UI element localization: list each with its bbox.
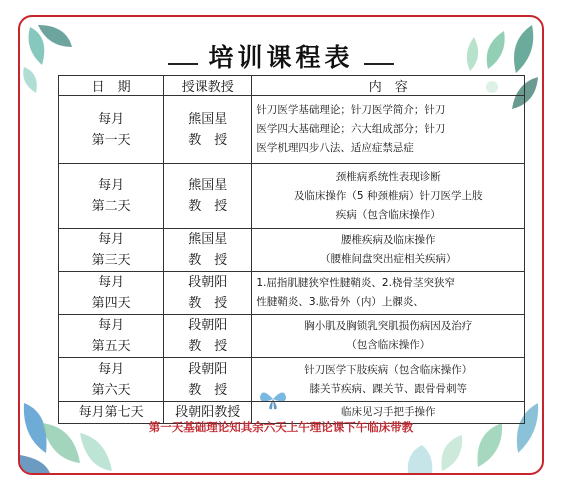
table-row: [59, 229, 525, 272]
teacher-name: 段朝阳: [188, 318, 228, 333]
day-month: 每月: [98, 275, 125, 290]
content-line: 医学机理四步八法、适应症禁忌症: [256, 142, 414, 154]
title-underline-left: [168, 63, 198, 65]
content-cell: [252, 358, 525, 402]
content-line: 针刀医学下肢疾病（包含临床操作）: [304, 363, 473, 376]
day-label: 第五天: [91, 339, 131, 354]
teacher-cell: [164, 272, 252, 315]
day-label: 第三天: [91, 253, 131, 268]
content-line: 医学四大基础理论；六大组成部分；针刀: [256, 123, 446, 135]
title-underline-right: [364, 63, 394, 65]
day-label: 第六天: [91, 382, 131, 398]
table-row: [59, 358, 525, 402]
teacher-name: 熊国星: [188, 111, 228, 127]
teacher-title: 教 授: [188, 296, 228, 311]
table-row: [59, 315, 525, 358]
day-month: 每月: [98, 361, 125, 377]
teacher-title: 教 授: [188, 132, 228, 148]
page-title: 培训课程表: [208, 43, 354, 72]
content-line: 及临床操作（5 种颈椎病）针刀医学上肢: [293, 189, 483, 202]
content-line: 性腱鞘炎、3.肱骨外（内）上髁炎、: [256, 296, 424, 308]
content-cell: [252, 272, 525, 315]
teacher-title: 教 授: [188, 199, 228, 214]
content-line: 膝关节疾病、踝关节、跟骨骨刺等: [309, 382, 467, 395]
content-line: （包含临床操作）: [346, 339, 431, 351]
teacher-name: 熊国星: [188, 178, 228, 193]
teacher-title: 教 授: [188, 339, 228, 354]
content-line: 腰椎疾病及临床操作: [340, 234, 436, 246]
day-label: 第一天: [91, 132, 131, 148]
teacher-cell: [164, 229, 252, 272]
day-cell: [59, 358, 164, 402]
content-cell: [252, 229, 525, 272]
header-date: 日 期: [59, 76, 164, 96]
teacher-cell: [164, 164, 252, 229]
teacher-name: 熊国星: [188, 232, 228, 247]
day-cell: 每月第七天: [59, 402, 164, 424]
teacher-title: 教 授: [188, 382, 228, 398]
day-cell: [59, 315, 164, 358]
teacher-cell: [164, 315, 252, 358]
content-cell: [252, 96, 525, 164]
content-line: 1.屈指肌腱狭窄性腱鞘炎、2.桡骨茎突狭窄: [256, 277, 455, 289]
teacher-title: 教 授: [188, 253, 228, 268]
day-cell: [59, 164, 164, 229]
day-month: 每月: [98, 232, 125, 247]
schedule-card: [18, 15, 544, 475]
teacher-name: 段朝阳: [188, 361, 228, 377]
table-row: [59, 164, 525, 229]
header-teacher: 授课教授: [164, 76, 252, 96]
table-header-row: [59, 76, 525, 96]
table-row: [59, 96, 525, 164]
teacher-name: 段朝阳: [188, 275, 228, 290]
day-cell: [59, 229, 164, 272]
table-row: [59, 272, 525, 315]
teacher-cell: [164, 96, 252, 164]
schedule-table: [58, 75, 525, 424]
content-cell: [252, 315, 525, 358]
content-line: 胸小肌及胸锁乳突肌损伤病因及治疗: [304, 320, 473, 332]
title-row: [20, 39, 542, 73]
header-content: 内 容: [252, 76, 525, 96]
day-cell: [59, 96, 164, 164]
content-line: 颈椎病系统性表现诊断: [335, 170, 441, 183]
content-line: 针刀医学基础理论；针刀医学简介；针刀: [256, 104, 446, 116]
day-cell: [59, 272, 164, 315]
day-month: 每月: [98, 178, 125, 193]
day-label: 第二天: [91, 199, 131, 214]
content-cell: 临床见习手把手操作: [252, 402, 525, 424]
teacher-cell: 段朝阳教授: [164, 402, 252, 424]
content-cell: [252, 164, 525, 229]
teacher-cell: [164, 358, 252, 402]
content-line: 疾病（包含临床操作）: [335, 208, 441, 221]
content-line: （腰椎间盘突出症相关疾病）: [319, 253, 457, 265]
day-month: 每月: [98, 318, 125, 333]
day-month: 每月: [98, 111, 125, 127]
footer-note: 第一天基础理论知其余六天上午理论课下午临床带教: [148, 420, 414, 434]
day-label: 第四天: [91, 296, 131, 311]
